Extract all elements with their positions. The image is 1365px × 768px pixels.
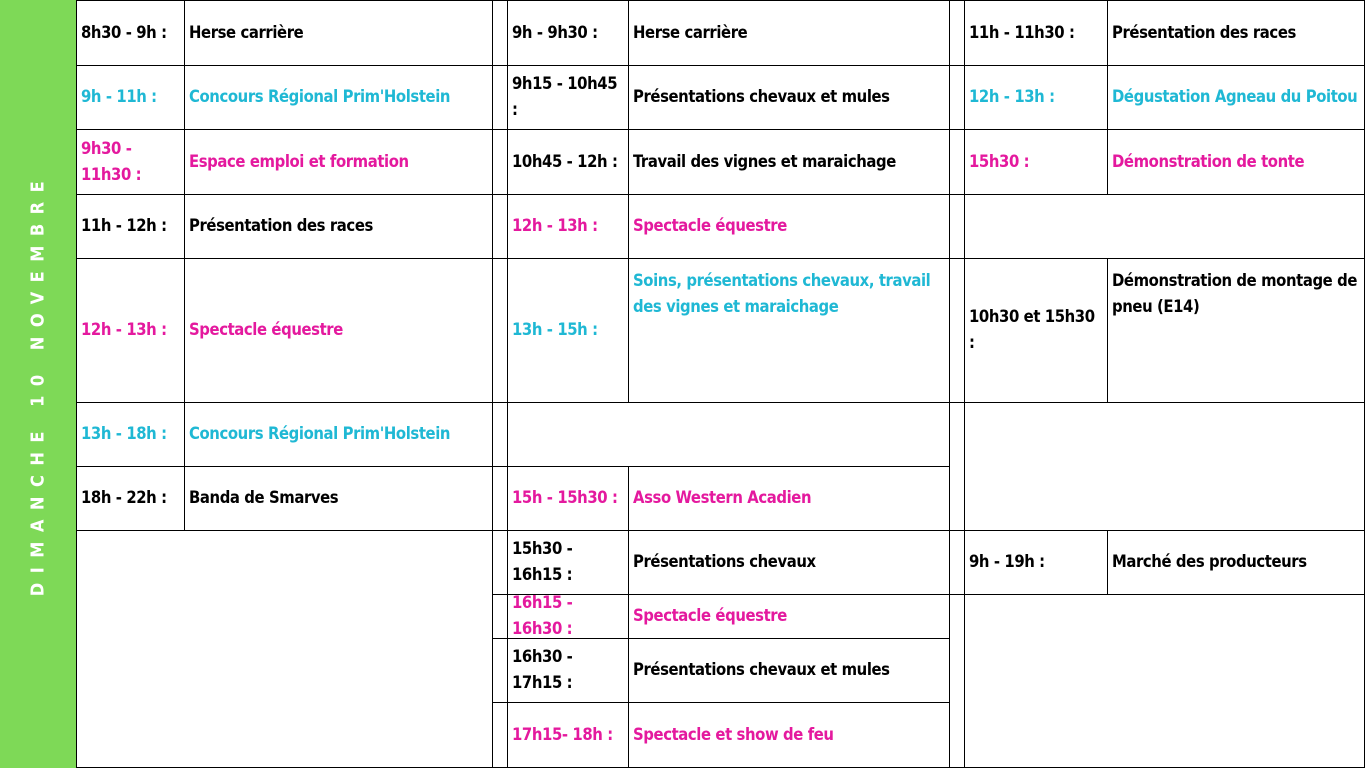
col2-row5-event: Asso Western Acadien xyxy=(633,488,812,507)
col2-row3-time: 12h - 13h : xyxy=(512,216,598,235)
hline-gap2-1 xyxy=(949,129,965,130)
hline-gap1-4 xyxy=(492,402,508,403)
col1-row2-event: Espace emploi et formation xyxy=(189,151,409,171)
col2-row1-event: Présentations chevaux et mules xyxy=(633,87,890,106)
hline-gap1-0 xyxy=(492,65,508,66)
hline-gap1-3 xyxy=(492,258,508,259)
col3-row0-event: Présentation des races xyxy=(1112,22,1296,42)
hline-gap2-6 xyxy=(949,594,965,595)
hline-gap1-2 xyxy=(492,194,508,195)
col1-row1-time: 9h - 11h : xyxy=(81,87,157,106)
col2-row2-time: 10h45 - 12h : xyxy=(512,151,618,171)
hline-gap2-4 xyxy=(949,402,965,403)
col2-row0-event: Herse carrière xyxy=(633,22,748,42)
hline-gap1-1 xyxy=(492,129,508,130)
col1-row5-time: 13h - 18h : xyxy=(81,424,167,443)
col2-row2-event: Travail des vignes et maraichage xyxy=(633,151,896,171)
hline-col3-6 xyxy=(964,594,1365,595)
hline-gap2-2 xyxy=(949,194,965,195)
col3-row3-time: 10h30 et 15h30 : xyxy=(969,307,1095,352)
col2-row5-time: 15h - 15h30 : xyxy=(512,488,618,507)
col2-row6-time: 15h30 - 16h15 : xyxy=(512,539,573,584)
col3-row1-time: 12h - 13h : xyxy=(969,87,1055,106)
col1-row6-event: Banda de Smarves xyxy=(189,488,339,507)
col3-row3-event: Démonstration de montage de pneu (E14) xyxy=(1112,271,1357,316)
hline-gap2-0 xyxy=(949,65,965,66)
hline-gap2-3 xyxy=(949,258,965,259)
sidebar xyxy=(0,0,76,768)
col3-row4-event: Marché des producteurs xyxy=(1112,552,1307,571)
col1-row4-event: Spectacle équestre xyxy=(189,320,343,339)
hline-gap1-7 xyxy=(492,594,508,595)
col1-row2-time: 9h30 - 11h30 : xyxy=(81,138,142,184)
day-title: DIMANCHE 10 NOVEMBRE xyxy=(27,171,49,597)
col3-row2-event: Démonstration de tonte xyxy=(1112,151,1305,171)
hline-col3-2 xyxy=(964,194,1365,195)
col2-row0-time: 9h - 9h30 : xyxy=(512,22,598,42)
col2-row7-time: 16h15 - 16h30 : xyxy=(512,594,573,638)
col1-row4-time: 12h - 13h : xyxy=(81,320,167,339)
col1-row6-time: 18h - 22h : xyxy=(81,488,167,507)
col2-row6-event: Présentations chevaux xyxy=(633,552,816,571)
col1-row1-event: Concours Régional Prim'Holstein xyxy=(189,87,451,106)
col3-row1-event: Dégustation Agneau du Poitou xyxy=(1112,87,1358,106)
col1-row0-event: Herse carrière xyxy=(189,22,304,42)
hline-col1-6 xyxy=(76,530,493,531)
hline-gap2-5 xyxy=(949,530,965,531)
hline-gap1-6 xyxy=(492,530,508,531)
hline-gap1-8 xyxy=(492,638,508,639)
col2-row4-event: Soins, présentations chevaux, travail des vignes et maraichage xyxy=(633,271,931,316)
col2-row9-event: Spectacle et show de feu xyxy=(633,724,834,744)
vline-col2-end xyxy=(949,0,950,768)
hline-col3-4 xyxy=(964,402,1365,403)
col1-row5-event: Concours Régional Prim'Holstein xyxy=(189,424,451,443)
col2-row8-time: 16h30 - 17h15 : xyxy=(512,647,573,692)
vline-col1-end xyxy=(492,0,493,768)
col3-row4-time: 9h - 19h : xyxy=(969,552,1045,571)
col3-row2-time: 15h30 : xyxy=(969,151,1030,171)
hline-gap1-5 xyxy=(492,466,508,467)
col1-row0-time: 8h30 - 9h : xyxy=(81,22,167,42)
col2-row4-time: 13h - 15h : xyxy=(512,320,598,339)
col1-row3-time: 11h - 12h : xyxy=(81,216,167,235)
col3-row0-time: 11h - 11h30 : xyxy=(969,22,1075,42)
col1-row3-event: Présentation des races xyxy=(189,216,373,235)
hline-col2-4 xyxy=(507,402,950,403)
col2-row8-event: Présentations chevaux et mules xyxy=(633,660,890,679)
hline-gap1-9 xyxy=(492,702,508,703)
col2-row9-time: 17h15- 18h : xyxy=(512,724,613,744)
col2-row1-time: 9h15 - 10h45 : xyxy=(512,74,618,119)
col2-row7-event: Spectacle équestre xyxy=(633,606,787,625)
col2-row3-event: Spectacle équestre xyxy=(633,216,787,235)
